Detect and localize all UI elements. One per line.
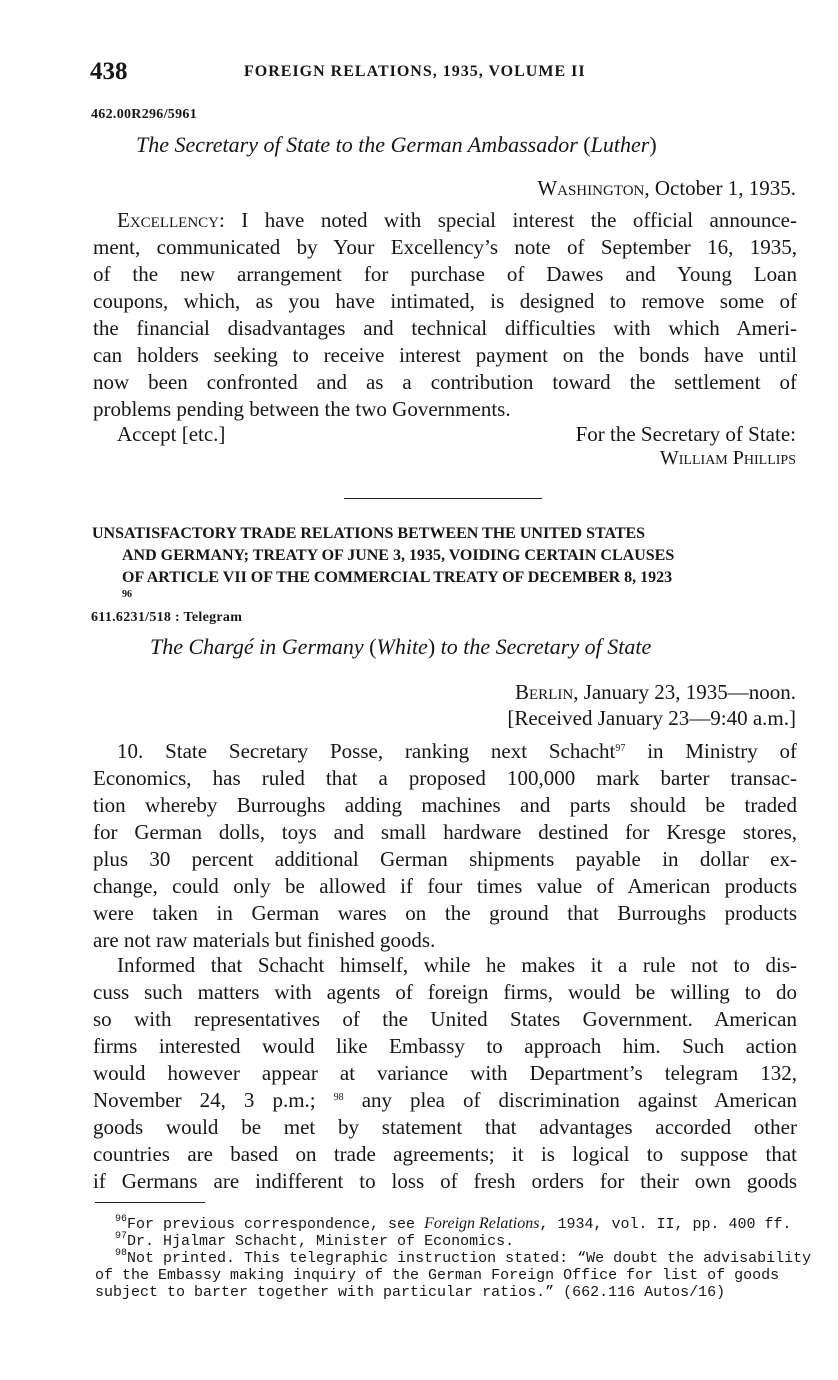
footnote-98-line: of the Embassy making inquiry of the German Foreign Office for list of goods <box>95 1267 780 1284</box>
footnote-italic: Foreign Relations <box>424 1215 540 1232</box>
dateline-place: Berlin <box>515 680 574 704</box>
letter-closing: Accept [etc.] <box>117 422 226 446</box>
telegram-paragraph-2 <box>93 952 797 1195</box>
letter-body-text: : I have noted with special interest the official announce- <box>219 208 797 232</box>
dateline-date: , October 1, 1935. <box>644 176 796 200</box>
paragraph-line: Economics, has ruled that a proposed 100,000 mark barter transac- <box>93 766 797 790</box>
footnote-marker: 97 <box>115 1231 128 1242</box>
footnote-divider <box>95 1202 205 1203</box>
footnote-marker: 98 <box>115 1248 128 1259</box>
paragraph-line: so with representatives of the United States Government. American <box>93 1007 797 1031</box>
paragraph-line <box>93 738 797 765</box>
telegram-title-text: The Chargé in Germany <box>150 634 364 659</box>
paragraph-line: countries are based on trade agreements; it is logical to suppose that <box>93 1142 797 1166</box>
letter-body-line: coupons, which, as you have intimated, is designed to remove some of <box>93 289 797 313</box>
footnote-96 <box>95 1215 797 1233</box>
footnote-text: Dr. Hjalmar Schacht, Minister of Economics. <box>127 1233 515 1250</box>
footnote-ref: 96 <box>122 589 132 600</box>
letter-file-number: 462.00R296/5961 <box>91 107 197 122</box>
section-title-line: AND GERMANY; TREATY OF JUNE 3, 1935, VOIDING CERTAIN CLAUSES <box>122 547 675 564</box>
letter-body-line: can holders seeking to receive interest payment on the bonds have until <box>93 343 797 367</box>
telegram-paragraph-1 <box>93 738 797 954</box>
paragraph-text: any plea of discrimination against American <box>361 1088 798 1112</box>
section-title-line <box>92 567 797 611</box>
footnote-97 <box>95 1233 797 1250</box>
paragraph-line: were taken in German wares on the ground that Burroughs products <box>93 901 797 925</box>
section-divider <box>344 498 542 499</box>
letter-title-name: Luther <box>590 132 650 157</box>
letter-title: The Secretary of State to the German Ambassador (Luther) <box>136 132 657 157</box>
footnote-ref: 98 <box>333 1092 344 1103</box>
paragraph-line: Informed that Schacht himself, while he makes it a rule not to dis- <box>117 953 797 977</box>
telegram-file-number: 611.6231/518 : Telegram <box>91 610 243 625</box>
letter-title-text: The Secretary of State to the German Ambassador <box>136 132 578 157</box>
dateline-place: Washington <box>537 176 645 200</box>
paragraph-line: for German dolls, toys and small hardware destined for Kresge stores, <box>93 820 797 844</box>
paragraph-text: in Ministry of <box>647 739 798 763</box>
telegram-dateline <box>515 680 796 705</box>
letter-body <box>93 207 797 423</box>
paragraph-line: firms interested would like Embassy to approach him. Such action <box>93 1034 797 1058</box>
section-title-line: UNSATISFACTORY TRADE RELATIONS BETWEEN THE UNITED STATES <box>92 525 646 542</box>
paragraph-line: if Germans are indifferent to loss of fresh orders for their own goods <box>93 1169 797 1193</box>
paragraph-text: November 24, 3 p.m.; <box>93 1088 316 1112</box>
telegram-title: The Chargé in Germany (White) to the Secretary of State <box>150 634 652 659</box>
salutation: Excellency <box>117 208 219 232</box>
paragraph-line: are not raw materials but finished goods. <box>93 928 436 952</box>
paragraph-line: tion whereby Burroughs adding machines and parts should be traded <box>93 793 797 817</box>
running-head: FOREIGN RELATIONS, 1935, VOLUME II <box>244 63 586 80</box>
footnotes <box>95 1214 812 1301</box>
letter-dateline <box>537 176 796 201</box>
letter-body-line: the financial disadvantages and technical difficulties with which Ameri- <box>93 316 797 340</box>
paragraph-line: goods would be met by statement that advantages accorded other <box>93 1115 797 1139</box>
footnote-ref: 97 <box>615 743 626 754</box>
paragraph-text: 10. State Secretary Posse, ranking next Schacht <box>117 739 616 763</box>
footnote-marker: 96 <box>115 1214 128 1225</box>
telegram-title-name: White <box>376 634 428 659</box>
footnote-text: Not printed. This telegraphic instruction stated: “We doubt the advisability <box>127 1250 812 1267</box>
letter-body-line <box>93 207 797 234</box>
telegram-title-text-2: to the Secretary of State <box>440 634 652 659</box>
section-title <box>92 523 797 611</box>
footnote-98-line: subject to barter together with particular ratios.” (662.116 Autos/16) <box>95 1284 726 1301</box>
letter-body-line: problems pending between the two Governments. <box>93 397 511 421</box>
paragraph-line: plus 30 percent additional German shipments payable in dollar ex- <box>93 847 797 871</box>
letter-body-line: of the new arrangement for purchase of Dawes and Young Loan <box>93 262 797 286</box>
paragraph-line: would however appear at variance with Department’s telegram 132, <box>93 1061 797 1085</box>
telegram-received: [Received January 23—9:40 a.m.] <box>507 706 796 730</box>
letter-body-line: now been confronted and as a contribution toward the settlement of <box>93 370 797 394</box>
letter-body-line: ment, communicated by Your Excellency’s note of September 16, 1935, <box>93 235 797 259</box>
paragraph-line: cuss such matters with agents of foreign firms, would be willing to do <box>93 980 797 1004</box>
footnote-text: For previous correspondence, see <box>127 1216 425 1233</box>
footnote-text: , 1934, vol. II, pp. 400 ff. <box>539 1216 792 1233</box>
paragraph-line: change, could only be allowed if four times value of American products <box>93 874 797 898</box>
dateline-date: , January 23, 1935—noon. <box>573 680 796 704</box>
signature: William Phillips <box>659 447 796 469</box>
paragraph-line <box>93 1087 797 1114</box>
for-secretary: For the Secretary of State: <box>575 422 796 446</box>
page-number: 438 <box>90 58 128 85</box>
section-title-text: OF ARTICLE VII OF THE COMMERCIAL TREATY OF DECEMBER 8, 1923 <box>122 569 673 586</box>
footnote-98 <box>95 1248 812 1267</box>
